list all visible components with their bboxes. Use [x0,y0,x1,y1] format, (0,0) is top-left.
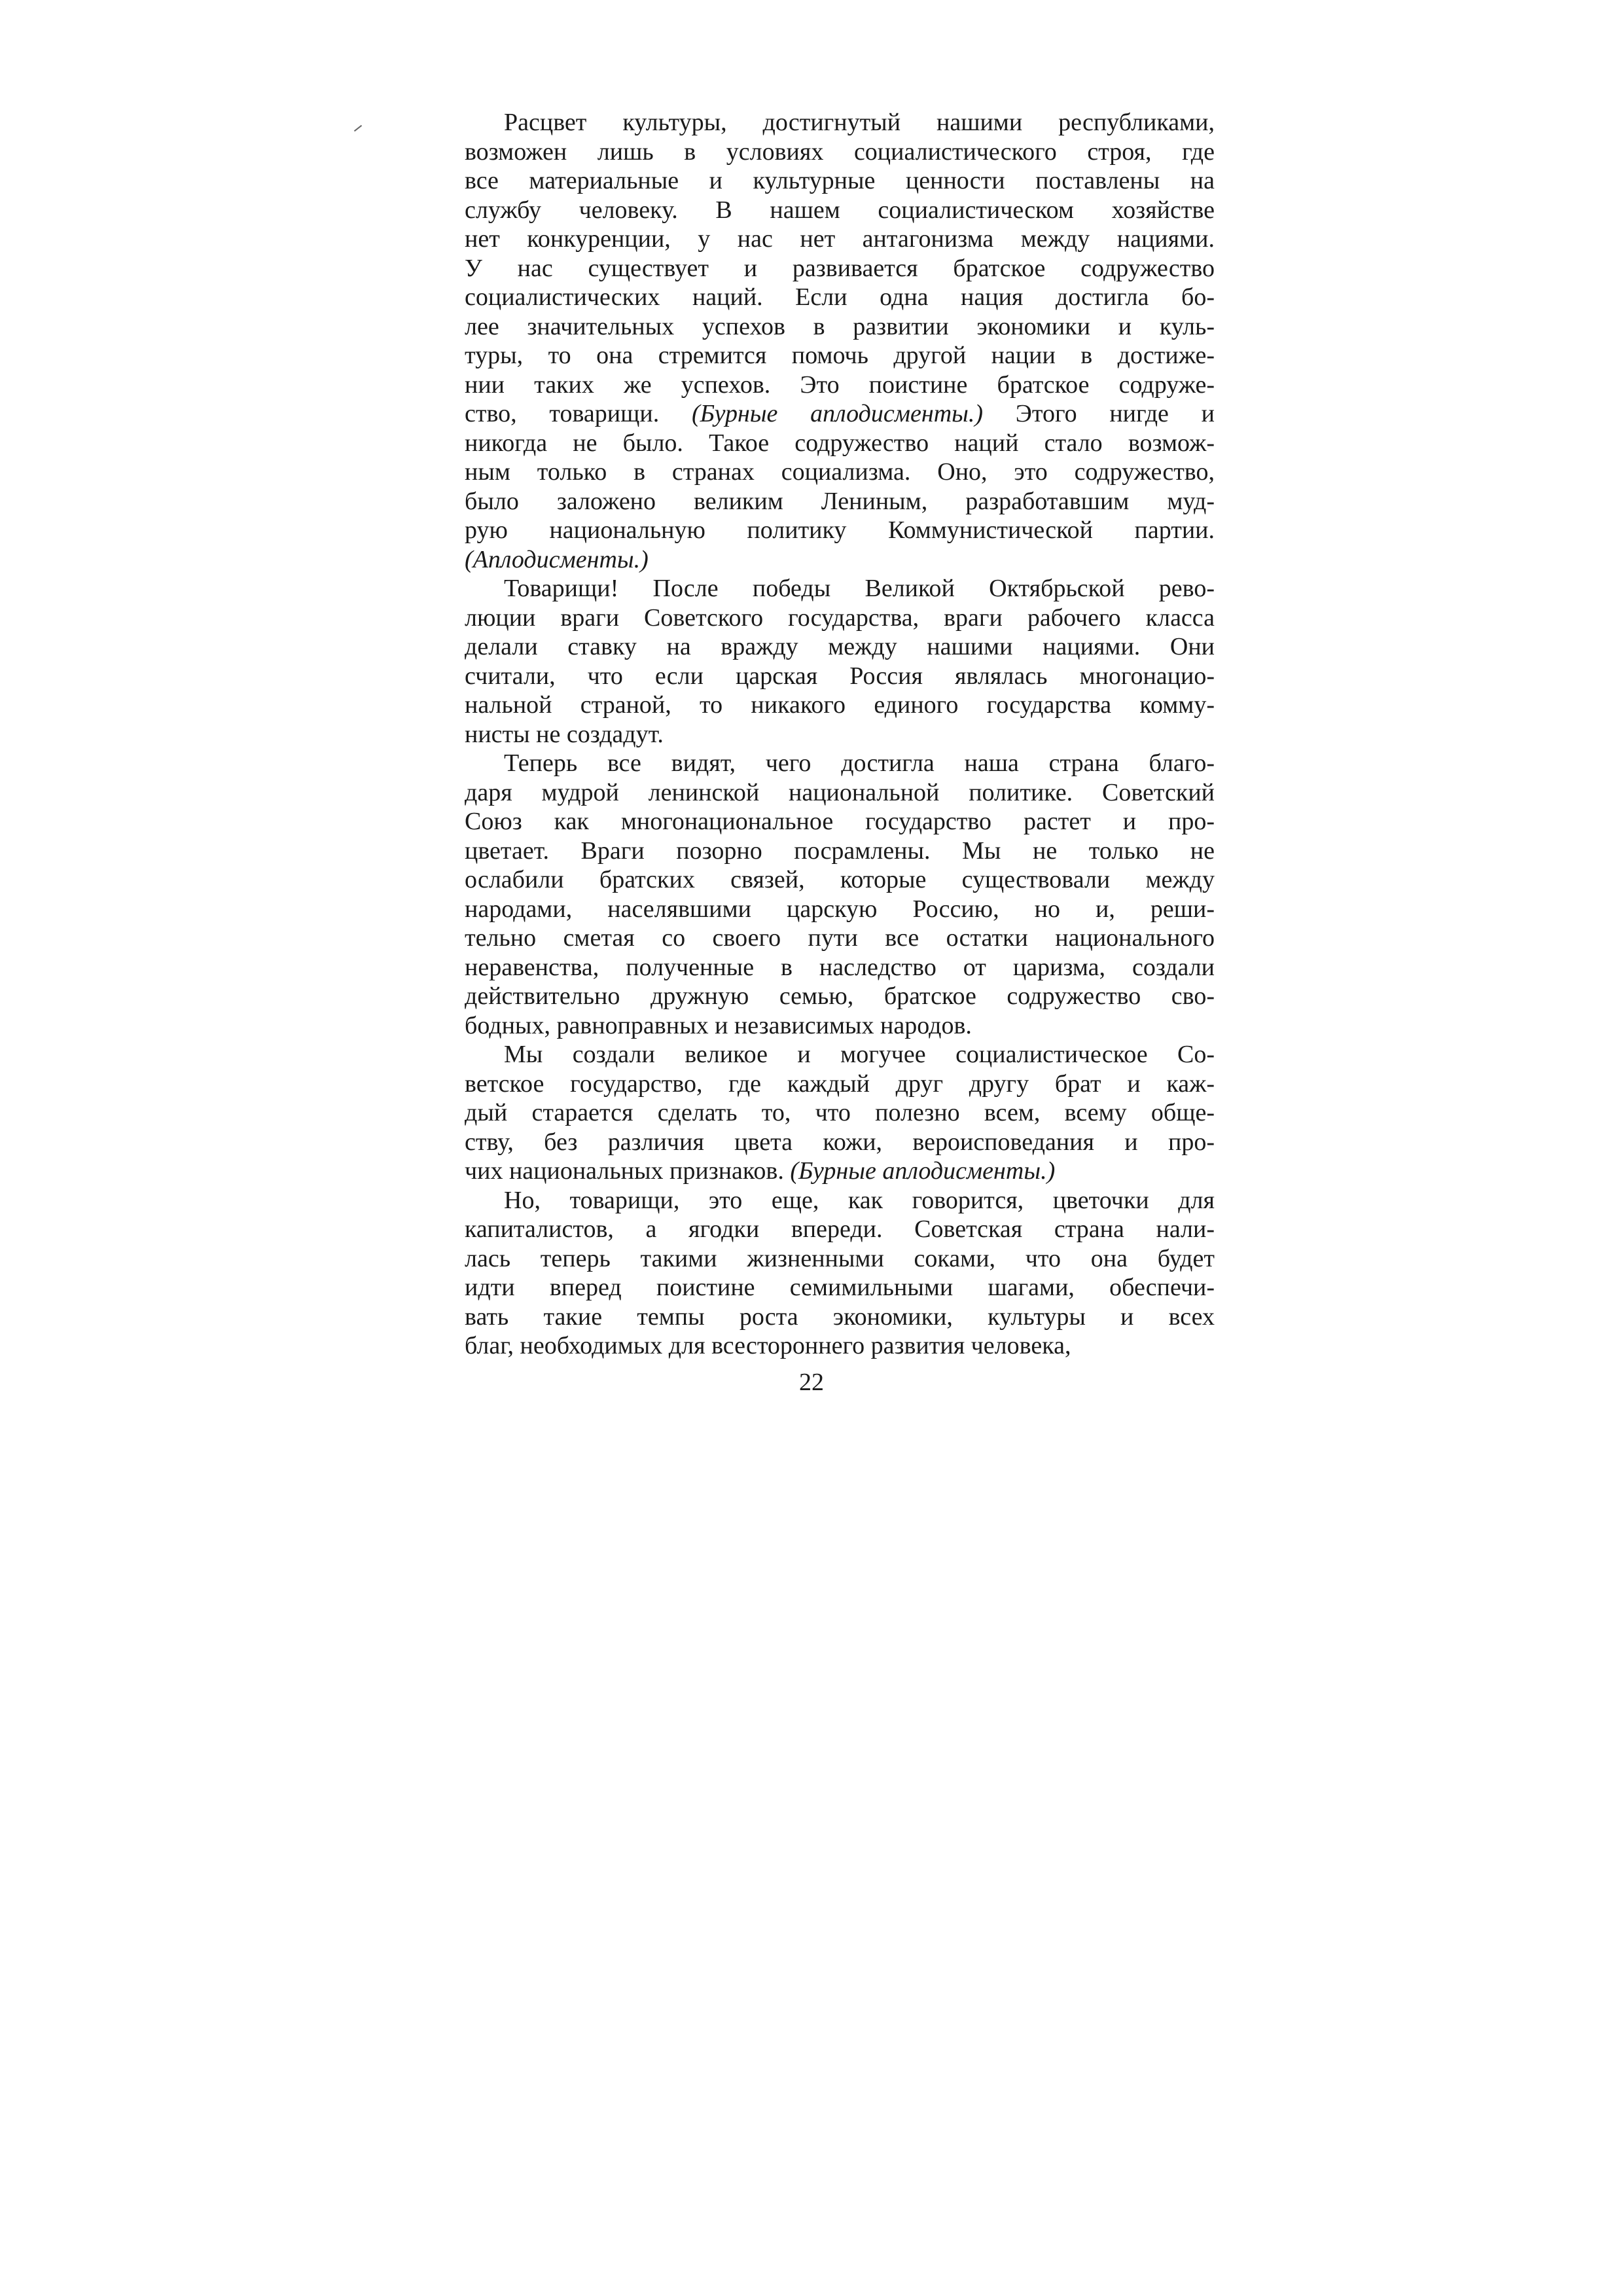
text-run: нет конкуренции, у нас нет антагонизма между нациями. [465,225,1215,253]
text-run: У нас существует и развивается братское содружество [465,254,1215,282]
text-run: Расцвет культуры, достигнутый нашими республиками, [504,109,1215,136]
text-run: нисты не создадут. [465,720,664,748]
text-line [465,807,1215,836]
text-run: нальной страной, то никакого единого государства комму- [465,691,1215,719]
text-run: Но, товарищи, это еще, как говорится, цветочки для [504,1186,1215,1214]
text-run: ослабили братских связей, которые существовали между [465,866,1215,893]
text-run: люции враги Советского государства, враги рабочего класса [465,603,1215,632]
text-run: тельно сметая со своего пути все остатки национального [465,924,1215,952]
stage-remark: (Бурные аплодисменты.) [790,1157,1056,1185]
text-line [465,1244,1215,1274]
text-line [465,720,1215,749]
text-line [465,137,1215,167]
text-run: считали, что если царская Россия являлась многонацио- [465,662,1215,690]
text-line [465,895,1215,924]
text-run: туры, то она стремится помочь другой нации в достиже- [465,342,1215,369]
text-line [465,1069,1215,1099]
text-line [465,749,1215,778]
text-line [465,399,1215,429]
text-run: лее значительных успехов в развитии экономики и куль- [465,312,1215,340]
text-line [465,196,1215,225]
text-line [465,1302,1215,1332]
paragraph [465,108,1215,574]
text-line [465,108,1215,137]
text-line [465,836,1215,866]
text-line [465,865,1215,895]
text-run: Теперь все видят, чего достигла наша страна благо- [504,749,1215,777]
text-line [465,545,1215,575]
text-line [465,457,1215,487]
text-run: капиталистов, а ягодки впереди. Советская страна нали- [465,1215,1215,1243]
paragraph [465,1186,1215,1361]
text-run: ству, без различия цвета кожи, вероисповедания и про- [465,1128,1215,1156]
text-run: идти вперед поистине семимильными шагами, обеспечи- [465,1274,1215,1301]
text-line [465,662,1215,691]
text-line [465,778,1215,808]
text-line [465,487,1215,516]
text-run: ным только в странах социализма. Оно, это содружество, [465,458,1215,486]
text-line [465,166,1215,196]
text-line [465,603,1215,633]
text-line [465,1273,1215,1302]
text-line [465,1331,1215,1361]
text-run: нии таких же успехов. Это поистине братское содруже- [465,370,1215,399]
text-line [465,224,1215,254]
text-run: было заложено великим Лениным, разработавшим муд- [465,487,1215,515]
text-run: Мы создали великое и могучее социалистическое Со- [504,1041,1215,1068]
text-line [465,574,1215,603]
paragraph [465,1040,1215,1186]
paragraph [465,574,1215,749]
text-run: Товарищи! После победы Великой Октябрьской рево- [504,575,1215,602]
text-line [465,283,1215,312]
scan-artifact-mark [354,125,362,132]
text-line [465,516,1215,545]
text-run: дый старается сделать то, что полезно всем, всему обще- [465,1099,1215,1126]
body-text [465,108,1215,1361]
text-run: ство, товарищи. [465,400,692,427]
text-run: вать такие темпы роста экономики, культуры и всех [465,1302,1215,1331]
text-run: даря мудрой ленинской национальной политике. Советский [465,778,1215,806]
text-run: делали ставку на вражду между нашими нациями. Они [465,633,1215,660]
text-run: рую национальную политику Коммунистической партии. [465,516,1215,544]
text-run: Этого нигде и [983,400,1215,427]
text-line [465,691,1215,720]
text-line [465,982,1215,1011]
text-line [465,429,1215,458]
text-run: чих национальных признаков. [465,1157,791,1185]
text-line [465,1215,1215,1244]
text-line [465,924,1215,953]
text-run: ветское государство, где каждый друг другу брат и каж- [465,1069,1215,1098]
text-run: неравенства, полученные в наследство от царизма, создали [465,953,1215,981]
text-run: народами, населявшими царскую Россию, но и, реши- [465,895,1215,923]
stage-remark: (Аплодисменты.) [465,545,649,573]
text-line [465,312,1215,342]
paragraph [465,749,1215,1040]
stage-remark: (Бурные аплодисменты.) [691,400,984,427]
text-run: никогда не было. Такое содружество наций стало возмож- [465,429,1215,457]
text-line [465,1040,1215,1069]
text-run: действительно дружную семью, братское содружество сво- [465,982,1215,1010]
text-run: благ, необходимых для всестороннего развития человека, [465,1332,1071,1359]
text-run: службу человеку. В нашем социалистическом хозяйстве [465,196,1215,224]
text-run: Союз как многонациональное государство растет и про- [465,808,1215,835]
text-line [465,1011,1215,1041]
text-line [465,370,1215,400]
text-line [465,1186,1215,1215]
text-run: социалистических наций. Если одна нация достигла бо- [465,283,1215,311]
page-number: 22 [799,1369,824,1396]
text-line [465,1157,1215,1186]
text-run: бодных, равноправных и независимых народов. [465,1011,972,1039]
text-run: цветает. Враги позорно посрамлены. Мы не только не [465,836,1215,865]
text-line [465,1098,1215,1128]
text-line [465,341,1215,370]
text-line [465,632,1215,662]
text-run: возможен лишь в условиях социалистического строя, где [465,137,1215,166]
text-line [465,1128,1215,1157]
text-line [465,254,1215,283]
text-run: все материальные и культурные ценности поставлены на [465,167,1215,194]
text-run: лась теперь такими жизненными соками, что она будет [465,1244,1215,1272]
text-line [465,953,1215,982]
